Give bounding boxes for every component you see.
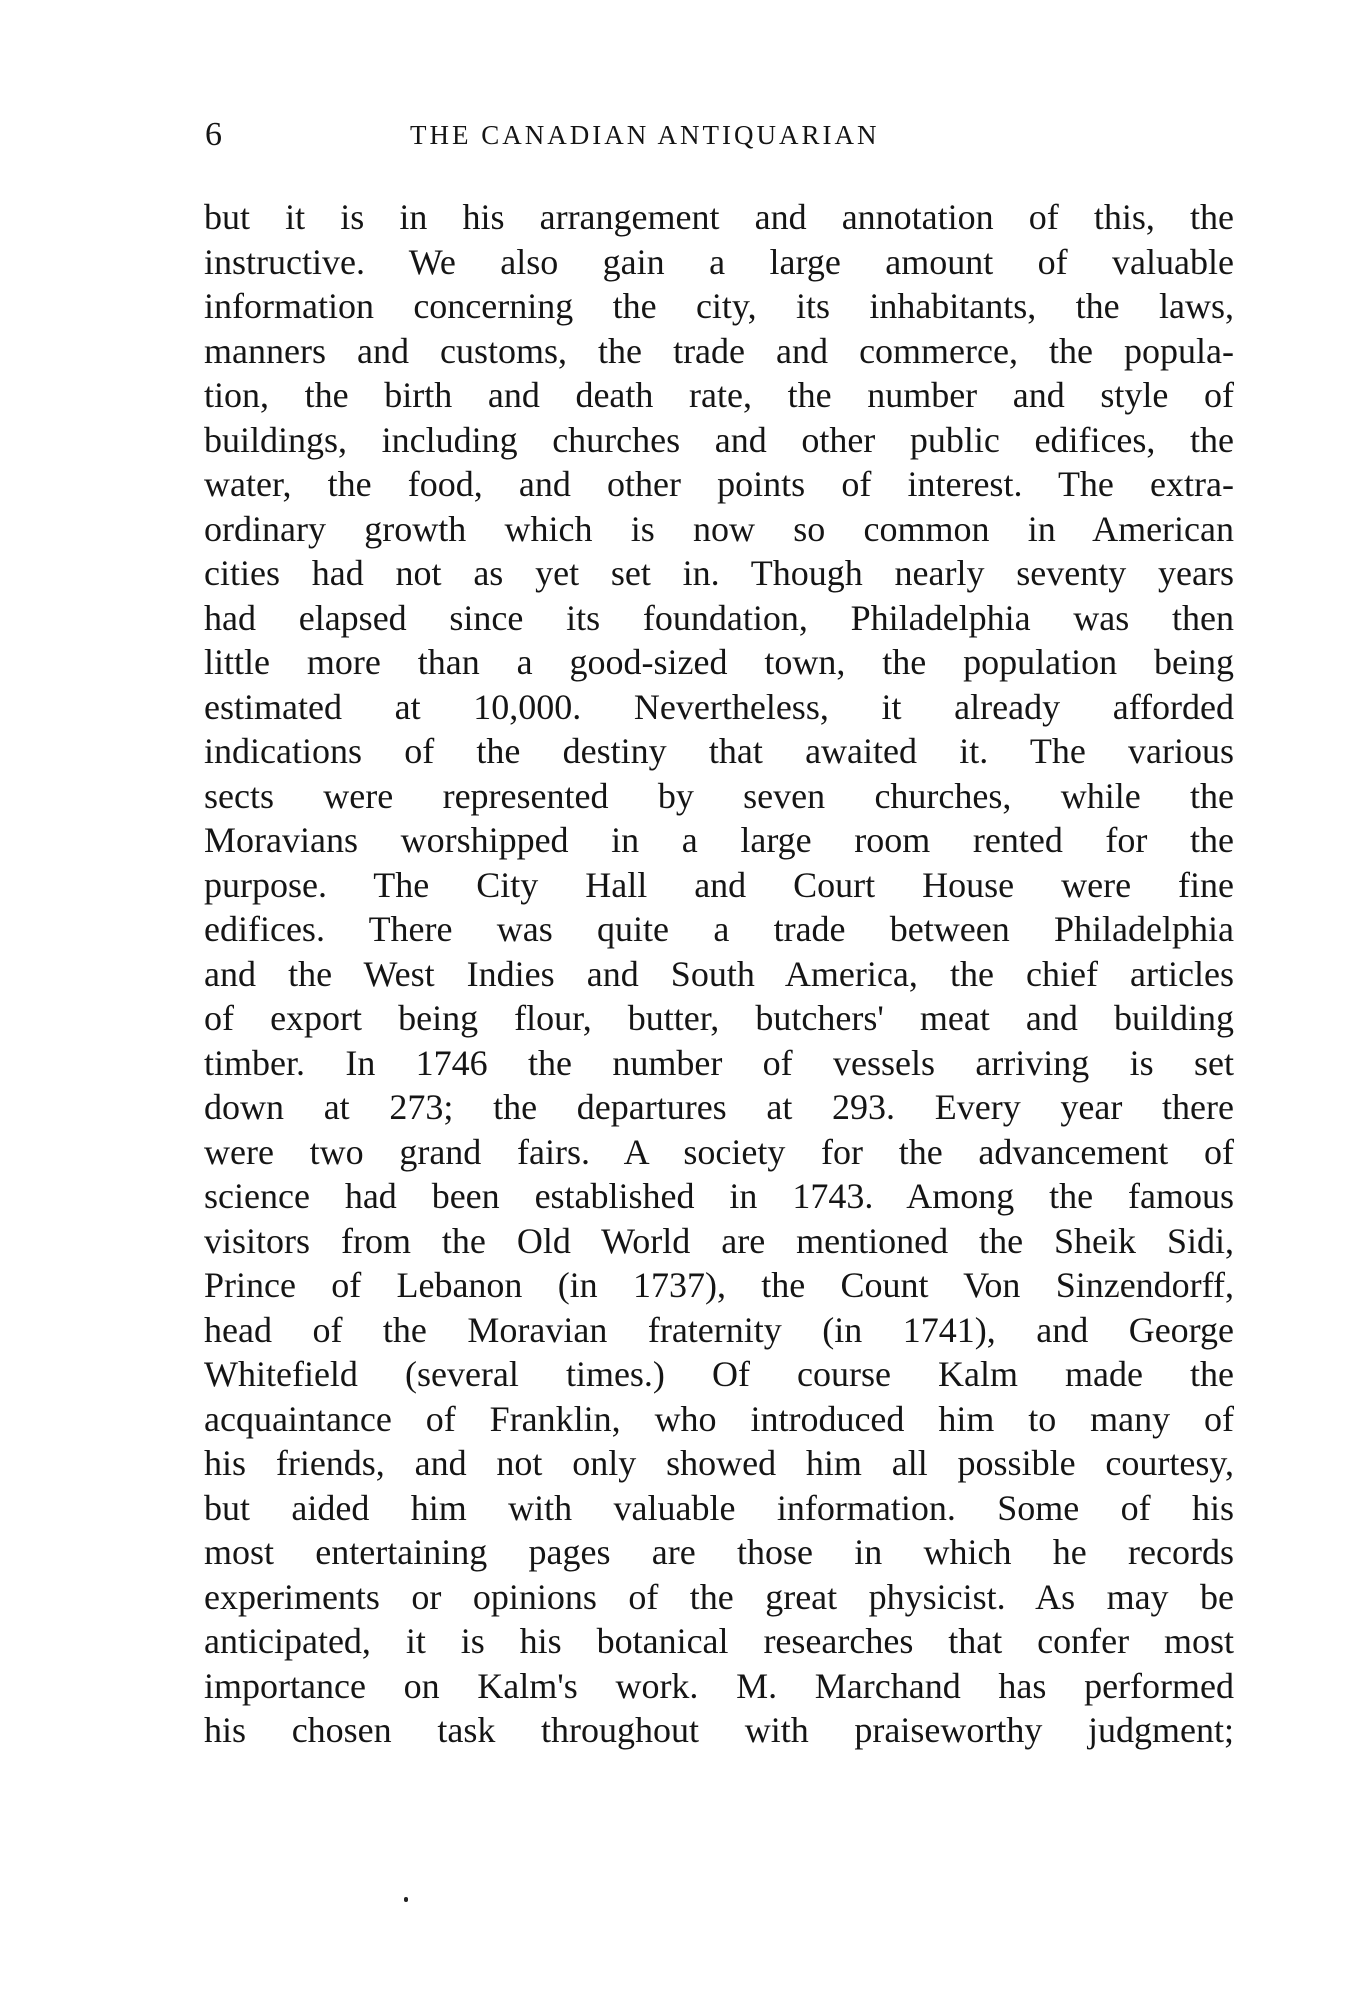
text-line: his friends, and not only showed him all possible courtesy,	[204, 1443, 1234, 1483]
text-line: but aided him with valuable information. Some of his	[204, 1487, 1234, 1528]
text-line: most entertaining pages are those in which he records	[204, 1532, 1234, 1572]
text-line: estimated at 10,000. Nevertheless, it already afforded	[204, 686, 1234, 727]
text-line: anticipated, it is his botanical researches that confer most	[204, 1621, 1234, 1661]
text-line: manners and customs, the trade and commerce, the popula-	[204, 330, 1234, 371]
running-head: THE CANADIAN ANTIQUARIAN	[410, 120, 880, 150]
text-line: edifices. There was quite a trade between Philadelphia	[204, 909, 1234, 949]
stray-ink-mark	[404, 1897, 408, 1902]
text-line: importance on Kalm's work. M. Marchand has performed	[204, 1665, 1234, 1706]
text-line: but it is in his arrangement and annotation of this, the	[204, 197, 1234, 237]
body-text	[204, 195, 1234, 1753]
text-line: of export being flour, butter, butchers' meat and building	[204, 998, 1234, 1038]
text-line: purpose. The City Hall and Court House were fine	[204, 864, 1234, 905]
text-line: his chosen task throughout with praiseworthy judgment;	[204, 1710, 1234, 1750]
text-line: head of the Moravian fraternity (in 1741), and George	[204, 1309, 1234, 1350]
text-line: experiments or opinions of the great physicist. As may be	[204, 1576, 1234, 1617]
text-line: information concerning the city, its inhabitants, the laws,	[204, 286, 1234, 326]
text-line: and the West Indies and South America, the chief articles	[204, 953, 1234, 994]
text-line: were two grand fairs. A society for the advancement of	[204, 1131, 1234, 1172]
text-line: science had been established in 1743. Among the famous	[204, 1176, 1234, 1216]
text-line: sects were represented by seven churches, while the	[204, 775, 1234, 816]
text-line: indications of the destiny that awaited it. The various	[204, 731, 1234, 771]
text-line: Prince of Lebanon (in 1737), the Count Von Sinzendorff,	[204, 1265, 1234, 1305]
text-line: had elapsed since its foundation, Philadelphia was then	[204, 597, 1234, 638]
text-line: Whitefield (several times.) Of course Kalm made the	[204, 1354, 1234, 1394]
text-line: little more than a good-sized town, the population being	[204, 642, 1234, 682]
text-line: Moravians worshipped in a large room rented for the	[204, 820, 1234, 860]
page-header	[205, 115, 1235, 155]
text-line: cities had not as yet set in. Though nearly seventy years	[204, 553, 1234, 593]
text-line: ordinary growth which is now so common in American	[204, 508, 1234, 549]
text-line: instructive. We also gain a large amount of valuable	[204, 241, 1234, 282]
text-line: tion, the birth and death rate, the number and style of	[204, 375, 1234, 415]
text-line: timber. In 1746 the number of vessels arriving is set	[204, 1042, 1234, 1083]
text-line: acquaintance of Franklin, who introduced him to many of	[204, 1398, 1234, 1439]
page-number: 6	[205, 116, 222, 153]
text-line: down at 273; the departures at 293. Every year there	[204, 1087, 1234, 1127]
text-line: water, the food, and other points of interest. The extra-	[204, 464, 1234, 504]
text-line: visitors from the Old World are mentioned the Sheik Sidi,	[204, 1220, 1234, 1261]
text-line: buildings, including churches and other public edifices, the	[204, 419, 1234, 460]
